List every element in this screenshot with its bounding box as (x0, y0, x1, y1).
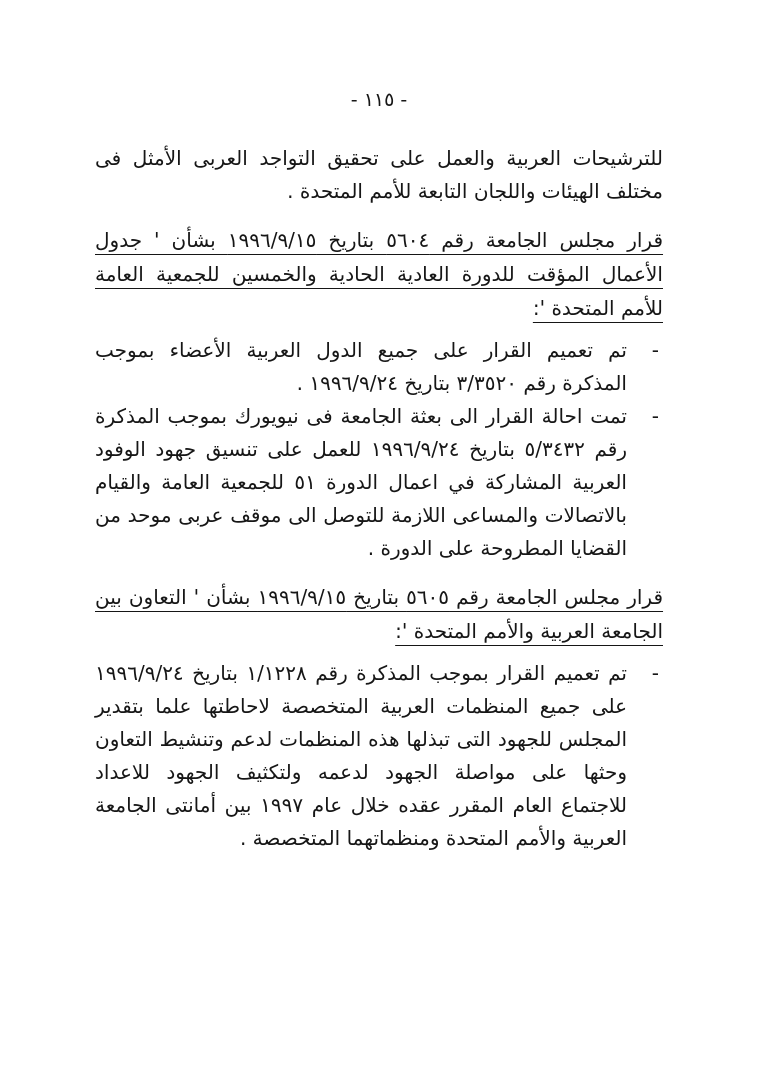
resolution-5604-bullet-1: تم تعميم القرار على جميع الدول العربية الأعضاء بموجب المذكرة رقم ٣/٣٥٢٠ بتاريخ ١٩٩٦/٩/٢٤ . (95, 338, 627, 395)
dash-bullet-icon: - (651, 338, 659, 362)
list-item (95, 657, 663, 855)
list-item (95, 400, 663, 565)
resolution-5604-heading: قرار مجلس الجامعة رقم ٥٦٠٤ بتاريخ ١٩٩٦/٩/١٥ بشأن ' جدول الأعمال المؤقت للدورة العادية الحادية والخمسين للجمعية العامة للأمم المتحدة ': (95, 228, 664, 320)
dash-bullet-icon: - (651, 404, 659, 428)
page-number: - ١١٥ - (350, 89, 408, 111)
resolution-5604-bullet-2: تمت احالة القرار الى بعثة الجامعة فى نيويورك بموجب المذكرة رقم ٥/٣٤٣٢ بتاريخ ١٩٩٦/٩/٢٤ للعمل على تنسيق جهود الوفود العربية المشاركة في اعمال الدورة ٥١ للجمعية العامة والقيام بالاتصالات والمساعى اللازمة للتوصل الى موقف عربى موحد من القضايا المطروحة على الدورة . (95, 404, 628, 560)
dash-bullet-icon: - (651, 661, 659, 685)
resolution-5605-bullet-1: تم تعميم القرار بموجب المذكرة رقم ١/١٢٢٨ بتاريخ ١٩٩٦/٩/٢٤ على جميع المنظمات العربية المتخصصة لاحاطتها علما بتقدير المجلس للجهود التى تبذلها هذه المنظمات لدعم وتنشيط التعاون وحثها على مواصلة الجهود لدعمه ولتكثيف الجهود للاعداد للاجتماع العام المقرر عقده خلال عام ١٩٩٧ بين أمانتى الجامعة العربية والأمم المتحدة ومنظماتهما المتخصصة . (95, 661, 627, 850)
resolution-5605-heading: قرار مجلس الجامعة رقم ٥٦٠٥ بتاريخ ١٩٩٦/٩/١٥ بشأن ' التعاون بين الجامعة العربية والأمم المتحدة ': (95, 585, 664, 643)
list-item (95, 334, 663, 400)
intro-paragraph: للترشيحات العربية والعمل على تحقيق التواجد العربى الأمثل فى مختلف الهيئات واللجان التابعة للأمم المتحدة . (95, 146, 663, 203)
